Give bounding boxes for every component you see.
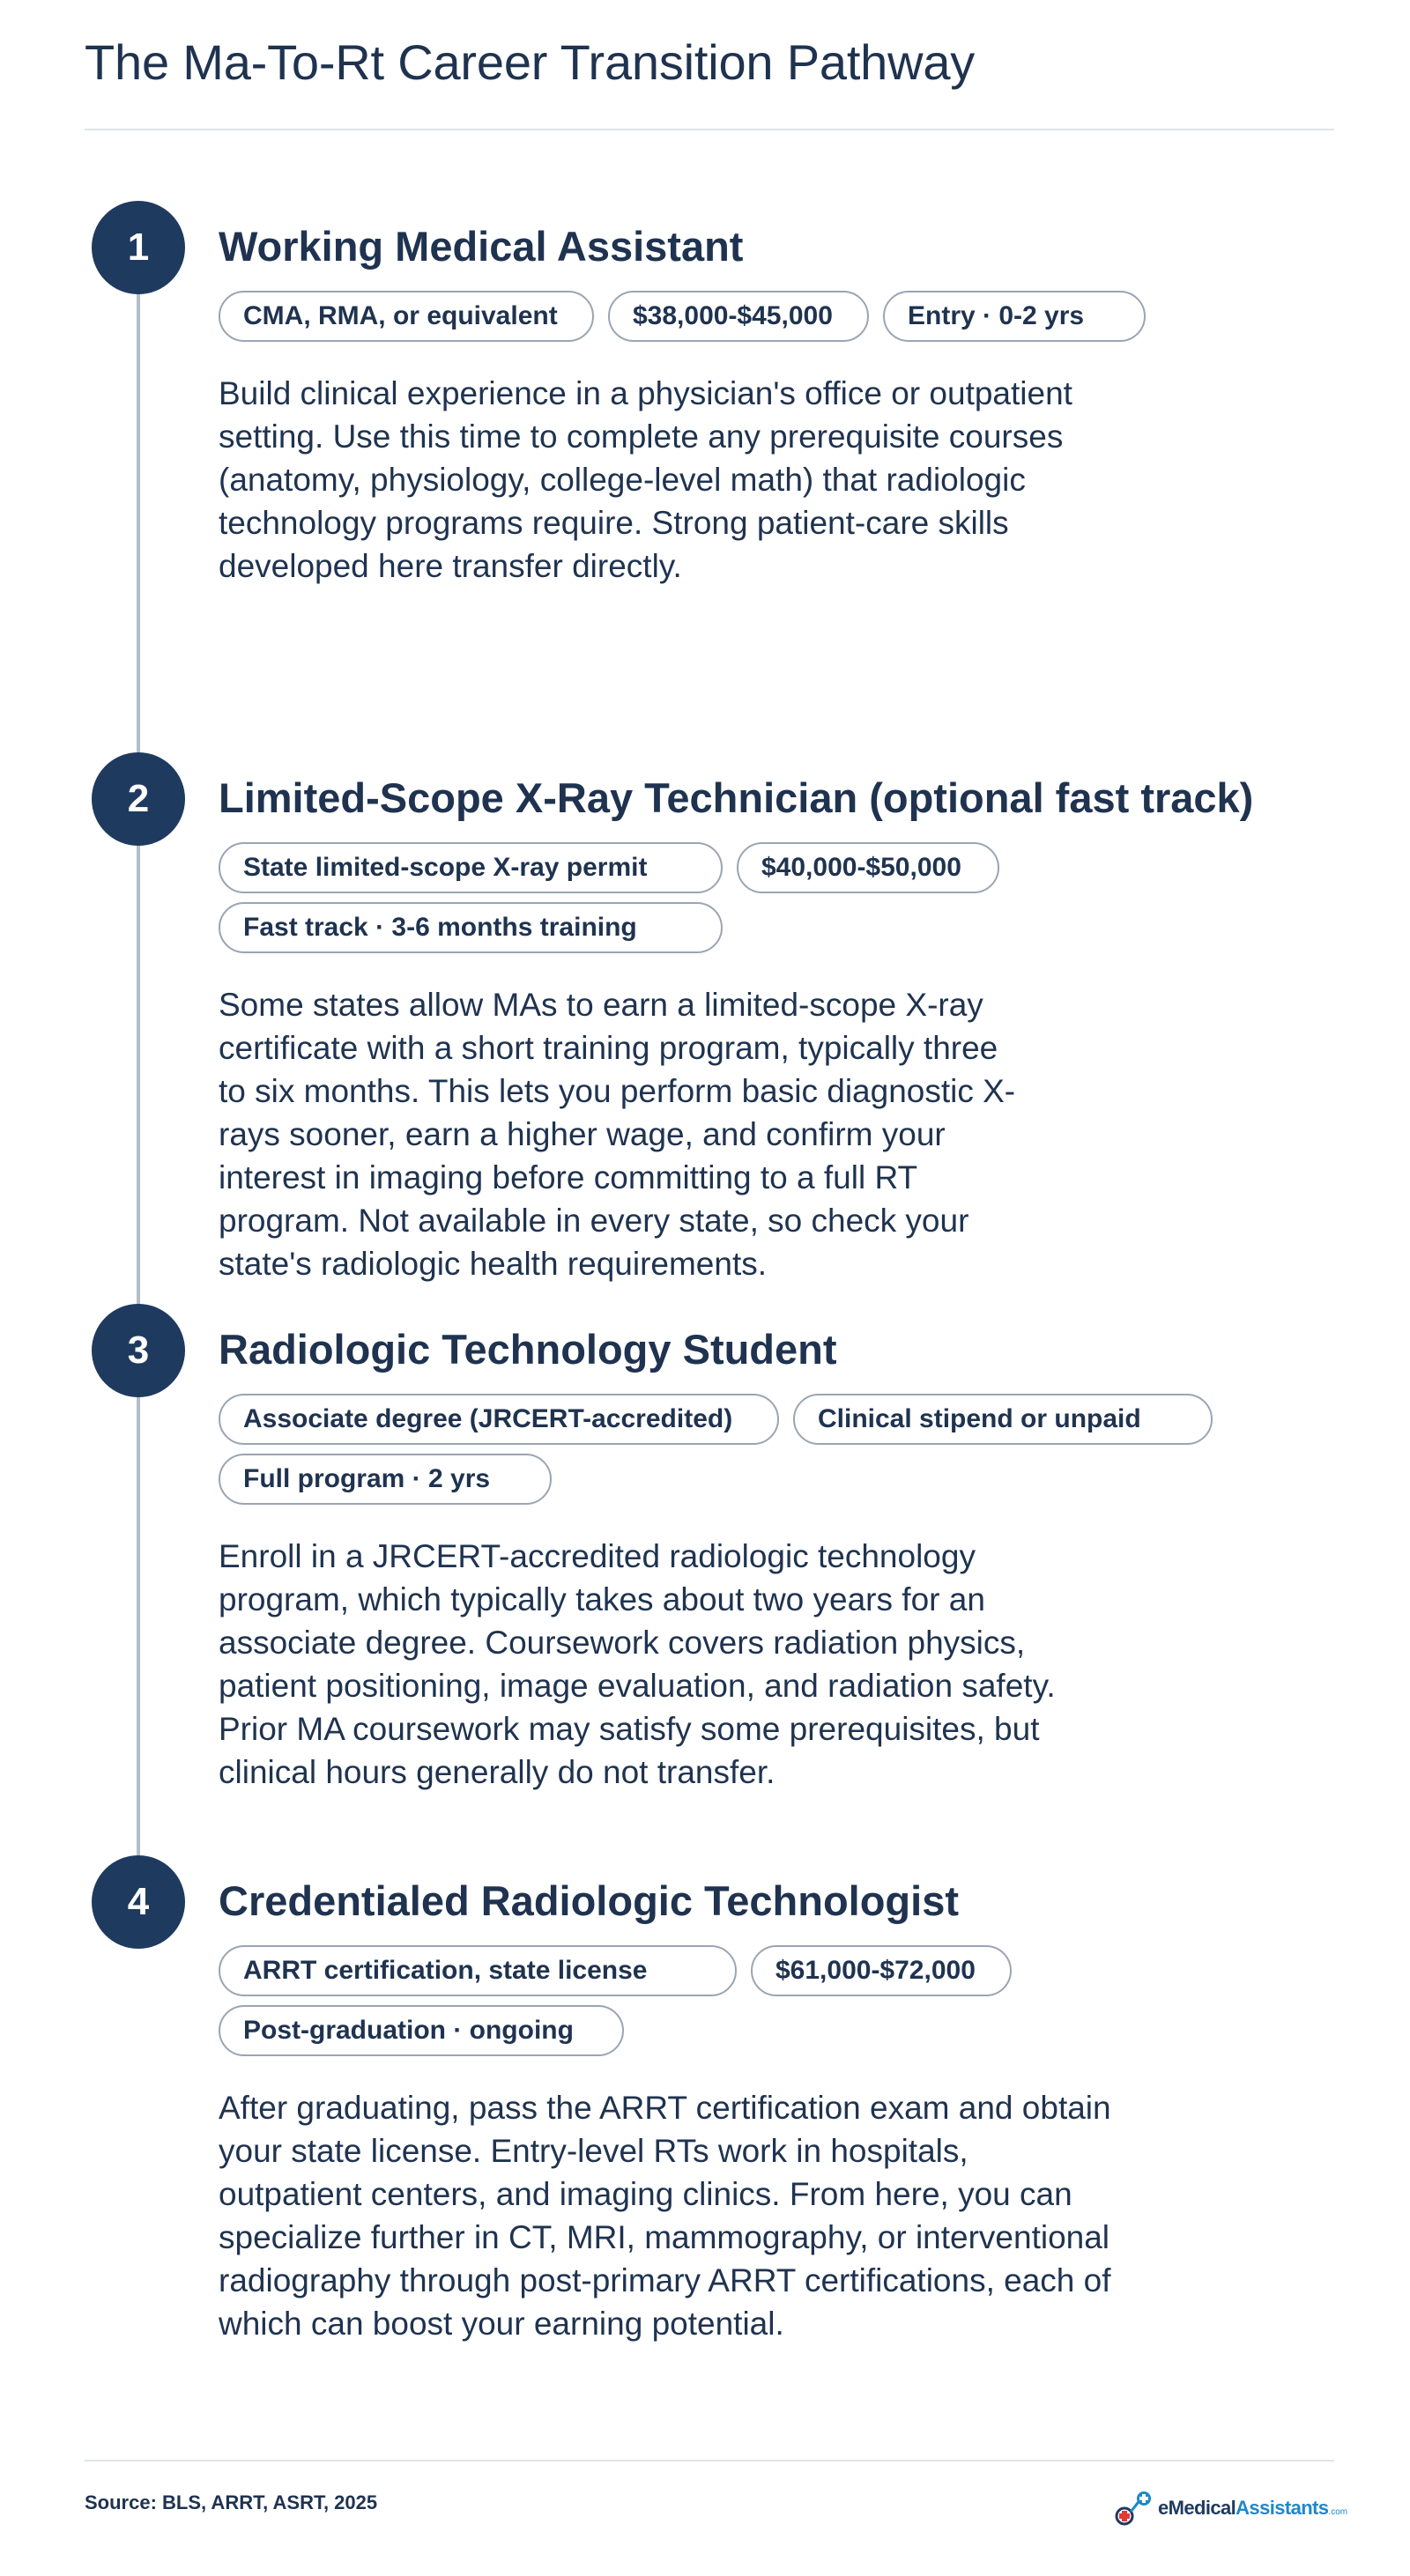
step-description: Build clinical experience in a physician's office or outpatient setting. Use this time to complete any prerequisite courses (anatomy, physiology, college-level math) that radiologic technology programs require. Strong patient-care skills developed here transfer directly. xyxy=(219,375,1072,584)
logo-text: eMedicalAssistants.com xyxy=(1158,2497,1348,2519)
source-note: Source: BLS, ARRT, ASRT, 2025 xyxy=(85,2491,378,2513)
step-badges xyxy=(219,1945,1012,2056)
step-description: Enroll in a JRCERT-accredited radiologic technology program, which typically takes about two years for an associate degree. Coursework covers radiation physics, patient positioning, image evaluation, and radiation safety. Prior MA coursework may satisfy some prerequisites, but clinical hours generally do not transfer. xyxy=(219,1538,1056,1790)
step-badges xyxy=(219,842,1065,953)
credential-badge: Associate degree (JRCERT-accredited) xyxy=(219,1394,779,1445)
salary-badge: $40,000-$50,000 xyxy=(737,842,999,893)
step-number-circle: 3 xyxy=(92,1304,185,1397)
timeline-badge: Fast track · 3-6 months training xyxy=(219,902,723,953)
salary-badge: Clinical stipend or unpaid xyxy=(793,1394,1213,1445)
timeline-badge: Entry · 0-2 yrs xyxy=(883,291,1146,342)
step-description: Some states allow MAs to earn a limited-scope X-ray certificate with a short training program, typically three to six months. This lets you perform basic diagnostic X-rays sooner, earn a higher wage, and confirm your interest in imaging before committing to a full RT program. Not available in every state, so check your state's radiologic health requirements. xyxy=(219,987,1016,1282)
step-number-circle: 2 xyxy=(92,752,185,846)
step-content xyxy=(219,1875,1364,2345)
step-number-circle: 4 xyxy=(92,1855,185,1949)
step-description: After graduating, pass the ARRT certification exam and obtain your state license. Entry-level RTs work in hospitals, outpatient centers, and imaging clinics. From here, you can specialize further in CT, MRI, mammography, or interventional radiography through post-primary ARRT certifications, each of which can boost your earning potential. xyxy=(219,2090,1111,2342)
timeline-badge: Full program · 2 yrs xyxy=(219,1454,552,1505)
header-divider xyxy=(85,129,1334,130)
credential-badge: ARRT certification, state license xyxy=(219,1945,737,1996)
salary-badge: $38,000-$45,000 xyxy=(608,291,869,342)
step-badges xyxy=(219,1394,1223,1505)
credential-badge: State limited-scope X-ray permit xyxy=(219,842,723,893)
step-title: Credentialed Radiologic Technologist xyxy=(219,1877,959,1924)
step-content xyxy=(219,220,1364,588)
step-content xyxy=(219,1323,1364,1794)
timeline-badge: Post-graduation · ongoing xyxy=(219,2005,624,2056)
step-number-circle: 1 xyxy=(92,201,185,294)
step-title: Radiologic Technology Student xyxy=(219,1326,837,1373)
footer-divider xyxy=(85,2460,1334,2461)
brand-logo xyxy=(1112,2490,1347,2527)
timeline-line xyxy=(137,247,140,1903)
page-title: The Ma-To-Rt Career Transition Pathway xyxy=(85,34,976,90)
step-title: Working Medical Assistant xyxy=(219,223,744,270)
credential-badge: CMA, RMA, or equivalent xyxy=(219,291,594,342)
step-badges xyxy=(219,291,1364,342)
medical-cross-icon xyxy=(1112,2490,1154,2527)
step-title: Limited-Scope X-Ray Technician (optional fast track) xyxy=(219,774,1254,821)
salary-badge: $61,000-$72,000 xyxy=(751,1945,1012,1996)
step-content xyxy=(219,772,1364,1285)
